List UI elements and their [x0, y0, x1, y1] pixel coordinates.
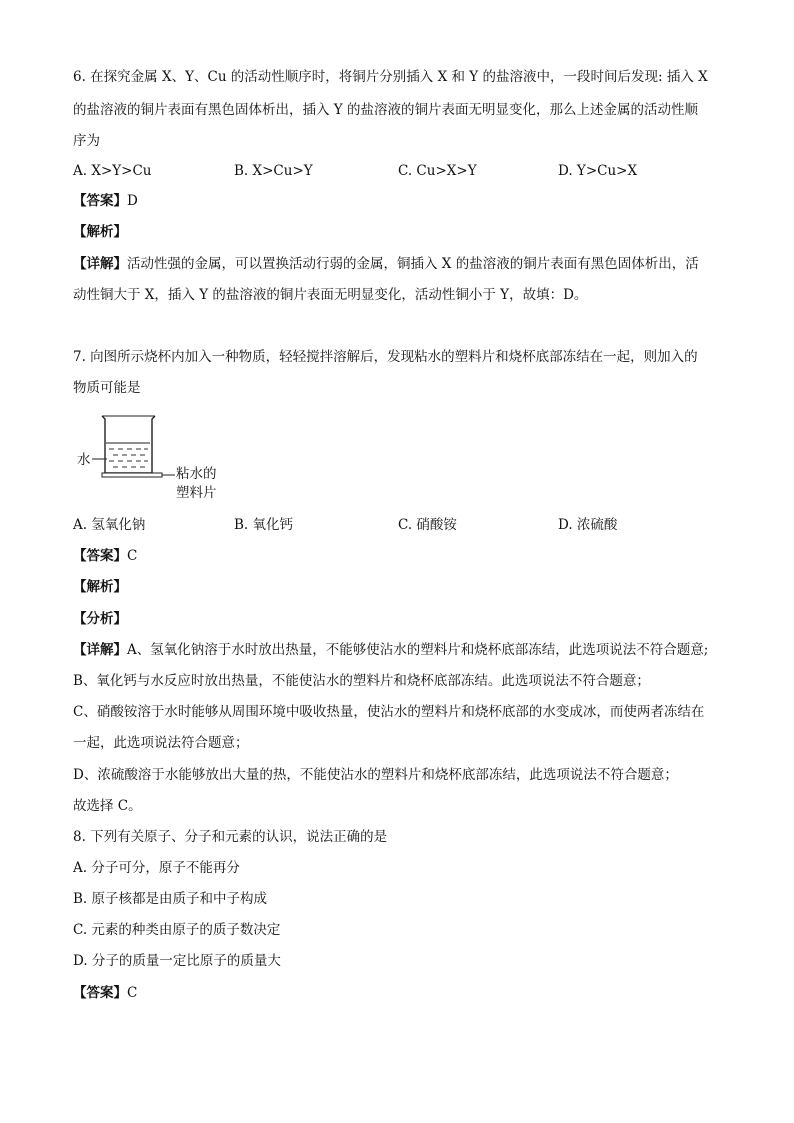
q6-detail-line2: 动性铜大于 X，插入 Y 的盐溶液的铜片表面无明显变化，活动性铜小于 Y，故填：D。 [73, 287, 588, 303]
q7-option-b: B. 氧化钙 [234, 517, 294, 533]
q6-option-a: A. X>Y>Cu [73, 163, 152, 179]
q8-option-a: A. 分子可分，原子不能再分 [73, 860, 240, 876]
q8-answer [73, 983, 137, 1003]
q8-answer-value: C [127, 985, 138, 1001]
beaker-figure [72, 413, 232, 513]
water-label: 水 [77, 452, 91, 468]
q8-option-c: C. 元素的种类由原子的质子数决定 [73, 922, 281, 938]
q7-detail-label: 【详解】 [73, 642, 127, 658]
plastic-label-line1: 粘水的 [176, 466, 217, 482]
q7-detail-line2: B、氧化钙与水反应时放出热量，不能使沾水的塑料片和烧杯底部冻结。此选项说法不符合题意； [73, 673, 650, 689]
beaker-outline [102, 416, 155, 473]
q6-detail-label: 【详解】 [73, 256, 127, 272]
q6-answer-value: D [127, 193, 138, 209]
q7-option-c: C. 硝酸铵 [398, 517, 457, 533]
q8-option-d: D. 分子的质量一定比原子的质量大 [73, 953, 281, 969]
q7-answer [73, 546, 137, 566]
q8-answer-label: 【答案】 [73, 985, 127, 1001]
q6-answer [73, 191, 138, 211]
q6-detail-text1: 活动性强的金属，可以置换活动行弱的金属，铜插入 X 的盐溶液的铜片表面有黑色固体析出，活 [127, 256, 699, 272]
plastic-plate [102, 473, 162, 477]
q8-option-b: B. 原子核都是由质子和中子构成 [73, 891, 268, 907]
q6-stem-line3: 序为 [73, 133, 100, 149]
q6-option-c: C. Cu>X>Y [398, 163, 477, 179]
q7-detail-text1: A、氢氧化钠溶于水时放出热量，不能够使沾水的塑料片和烧杯底部冻结，此选项说法不符合题意; [127, 642, 709, 658]
plastic-label-line2: 塑料片 [176, 485, 217, 501]
q7-fenxi-label: 【分析】 [73, 611, 127, 627]
q8-stem-line1: 8. 下列有关原子、分子和元素的认识，说法正确的是 [73, 829, 388, 845]
water-pattern [109, 449, 148, 467]
q7-detail-line3: C、硝酸铵溶于水时能够从周围环境中吸收热量，使沾水的塑料片和烧杯底部的水变成冰，而使两者冻结在 [73, 704, 705, 720]
q7-stem-line2: 物质可能是 [73, 380, 141, 396]
q6-analysis-label: 【解析】 [73, 224, 127, 240]
q7-analysis-label: 【解析】 [73, 579, 127, 595]
q6-option-d: D. Y>Cu>X [558, 163, 638, 179]
q6-stem-line1: 6. 在探究金属 X、Y、Cu 的活动性顺序时，将铜片分别插入 X 和 Y 的盐溶液中，一段时间后发现: 插入 X [73, 69, 708, 85]
q7-detail-line1 [73, 640, 708, 660]
q7-option-d: D. 浓硫酸 [558, 517, 618, 533]
q6-detail-line1 [73, 254, 699, 274]
q7-detail-line5: D、浓硫酸溶于水能够放出大量的热，不能使沾水的塑料片和烧杯底部冻结，此选项说法不符合题意； [73, 767, 678, 783]
q7-answer-value: C [127, 548, 138, 564]
q7-detail-line4: 一起，此选项说法符合题意； [73, 735, 249, 751]
q6-option-b: B. X>Cu>Y [234, 163, 313, 179]
q6-answer-label: 【答案】 [73, 193, 127, 209]
q7-answer-label: 【答案】 [73, 548, 127, 564]
q7-option-a: A. 氢氧化钠 [73, 517, 146, 533]
q7-stem-line1: 7. 向图所示烧杯内加入一种物质，轻轻搅拌溶解后，发现粘水的塑料片和烧杯底部冻结在一起，则加入的 [73, 349, 698, 365]
q6-stem-line2: 的盐溶液的铜片表面有黑色固体析出，插入 Y 的盐溶液的铜片表面无明显变化，那么上述金属的活动性顺 [73, 102, 698, 118]
q7-conclusion: 故选择 C。 [73, 798, 142, 814]
